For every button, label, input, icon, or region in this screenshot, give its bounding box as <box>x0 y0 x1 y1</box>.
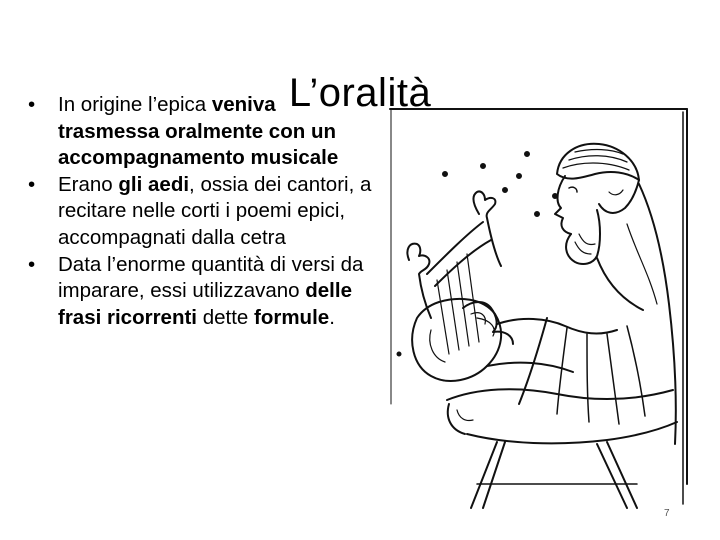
bullet-item <box>28 172 378 252</box>
slide-title: L’oralità <box>288 70 432 115</box>
bullet-text-part: Erano <box>58 172 119 196</box>
bullet-text-bold: veniva trasmessa oralmente con un accompagnamento musicale <box>58 93 339 170</box>
bullet-text-bold: formule <box>254 305 330 329</box>
bullet-text-part: In origine l’epica <box>58 93 212 116</box>
bullet-text-bold: gli aedi <box>118 172 190 196</box>
bullet-text <box>58 253 363 329</box>
bullet-text <box>58 93 338 169</box>
bullet-item <box>28 252 378 332</box>
bullet-text-bold: delle frasi ricorrenti <box>58 279 352 329</box>
bullet-item <box>28 92 378 172</box>
bullet-dot-icon: • <box>28 172 36 196</box>
bullet-text-part: Data l’enorme quantità di versi da imparare, essi utilizzavano <box>58 252 364 303</box>
page-number: 7 <box>664 508 670 519</box>
bullet-text-part: . <box>329 305 335 329</box>
bullet-dot-icon: • <box>28 93 36 116</box>
aedo-lyre-illustration-icon <box>387 104 692 516</box>
bullet-dot-icon: • <box>28 252 36 276</box>
bullet-list <box>28 92 378 331</box>
bullet-text <box>58 173 371 249</box>
bullet-text-part: dette <box>197 305 254 329</box>
bullet-text-part: , ossia dei cantori, a recitare nelle corti i poemi epici, accompagnati dalla cetra <box>58 172 372 249</box>
